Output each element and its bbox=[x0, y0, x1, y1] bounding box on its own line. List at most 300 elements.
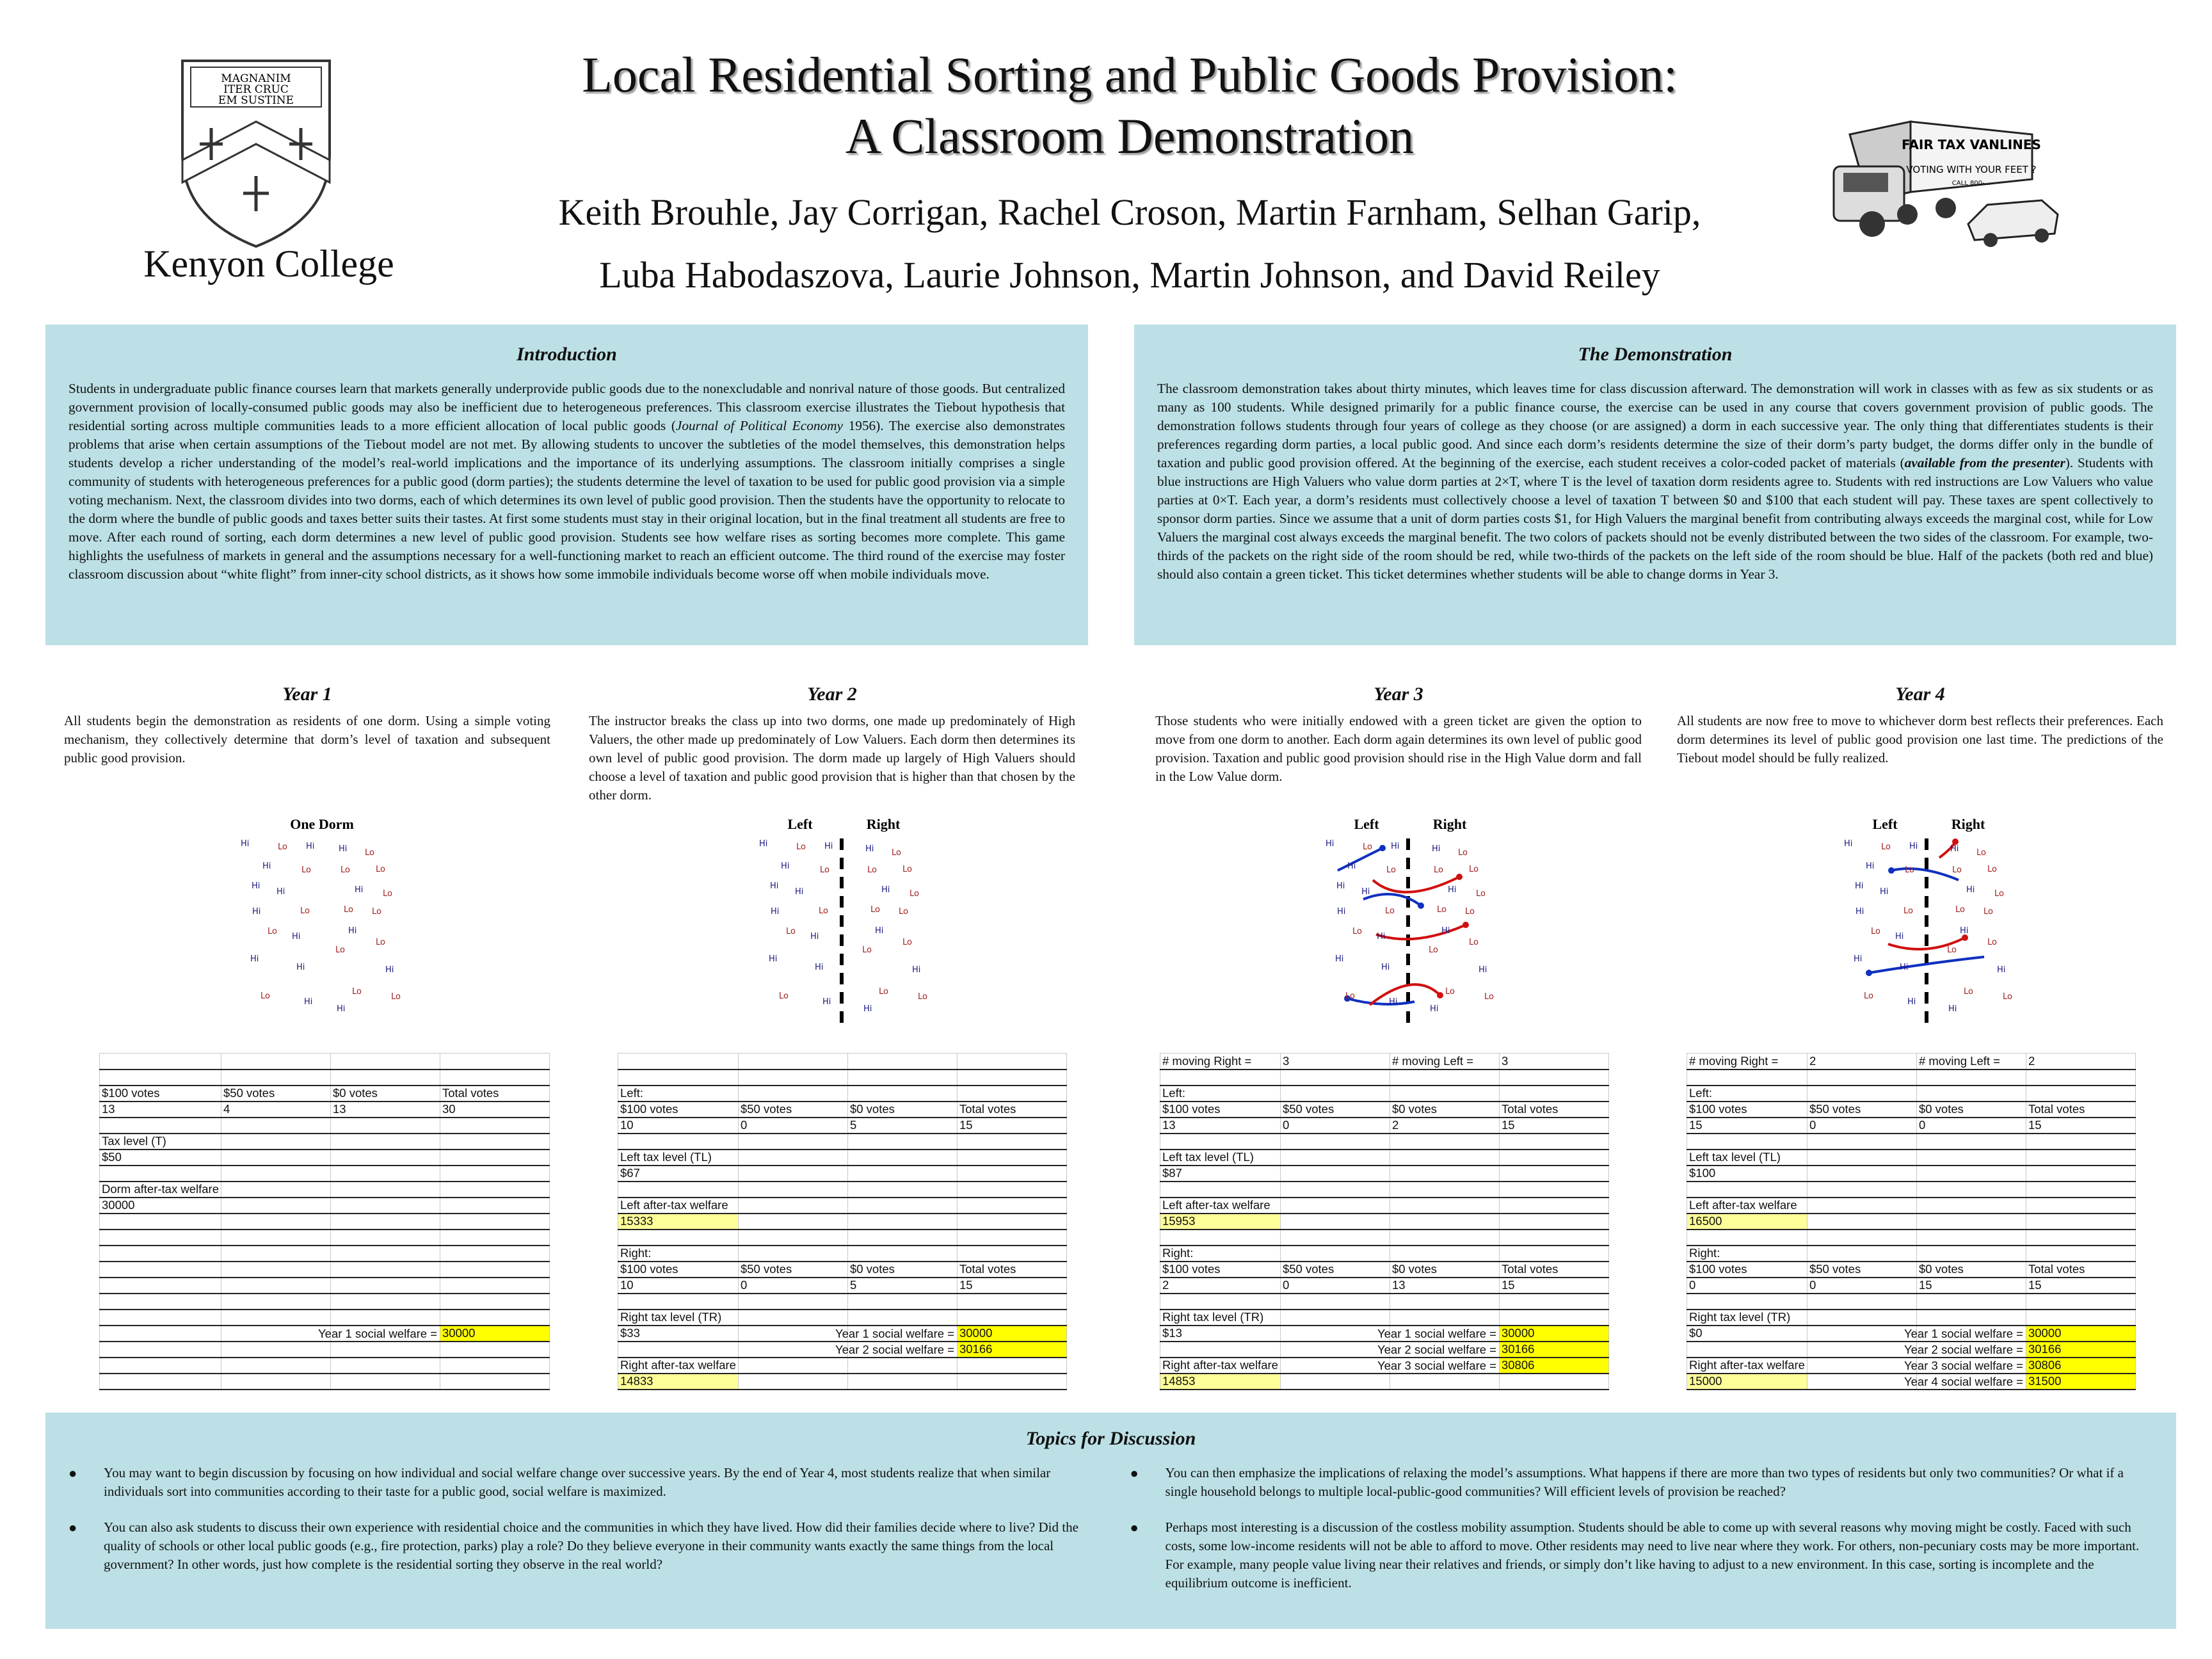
table-row bbox=[1160, 1358, 1609, 1374]
high-valuer-student: Hi bbox=[1844, 839, 1853, 849]
table-cell bbox=[1160, 1086, 1281, 1102]
left-dorm-label: Left bbox=[787, 816, 813, 832]
table-cell bbox=[847, 1278, 957, 1294]
table-row bbox=[1687, 1246, 2136, 1262]
table-cell bbox=[1916, 1262, 2026, 1278]
table-cell bbox=[1390, 1070, 1499, 1086]
table-cell bbox=[1390, 1086, 1499, 1102]
cell-value: $50 votes bbox=[1282, 1262, 1334, 1276]
table-cell bbox=[100, 1214, 221, 1230]
discussion-right-column bbox=[1130, 1464, 2154, 1610]
table-cell bbox=[847, 1166, 957, 1182]
high-valuer-student: Hi bbox=[1855, 881, 1864, 891]
table-cell bbox=[957, 1102, 1066, 1118]
table-row bbox=[1160, 1070, 1609, 1086]
table-cell bbox=[1916, 1198, 2026, 1214]
cell-value: 15953 bbox=[1162, 1214, 1196, 1228]
discussion-panel bbox=[45, 1413, 2176, 1629]
table-cell bbox=[221, 1262, 331, 1278]
high-valuer-student: Hi bbox=[1389, 997, 1398, 1007]
table-cell bbox=[2026, 1262, 2135, 1278]
cell-value: $33 bbox=[620, 1326, 640, 1340]
table-cell bbox=[1390, 1054, 1499, 1070]
cell-value: 13 bbox=[1162, 1118, 1176, 1132]
table-cell bbox=[2026, 1294, 2135, 1310]
table-cell bbox=[1499, 1214, 1608, 1230]
cell-value: Right after-tax welfare bbox=[620, 1358, 736, 1372]
cell-value: $0 votes bbox=[849, 1102, 895, 1116]
social-welfare-label: Year 1 social welfare = bbox=[1904, 1326, 2023, 1340]
table-cell bbox=[847, 1262, 957, 1278]
high-valuer-student: Hi bbox=[1866, 862, 1875, 871]
table-cell bbox=[847, 1086, 957, 1102]
discussion-bullet bbox=[68, 1518, 1092, 1574]
year-heading: Year 1 bbox=[282, 684, 332, 705]
table-row bbox=[618, 1230, 1067, 1246]
table-cell bbox=[318, 1326, 440, 1342]
social-welfare-label: Year 2 social welfare = bbox=[835, 1342, 954, 1356]
table-cell bbox=[1499, 1310, 1608, 1326]
table-cell bbox=[221, 1118, 331, 1134]
table-cell bbox=[1160, 1102, 1281, 1118]
table-cell bbox=[1499, 1246, 1608, 1262]
table-cell bbox=[2026, 1118, 2135, 1134]
table-row bbox=[618, 1134, 1067, 1150]
low-valuer-student: Lo bbox=[2003, 992, 2012, 1002]
table-row bbox=[1687, 1198, 2136, 1214]
table-row bbox=[1160, 1054, 1609, 1070]
table-cell bbox=[2026, 1198, 2135, 1214]
table-cell bbox=[1499, 1054, 1608, 1070]
table-cell bbox=[1390, 1246, 1499, 1262]
move-left-arrow bbox=[1347, 998, 1415, 1004]
high-valuer-student: Hi bbox=[795, 887, 804, 897]
cell-value: 15333 bbox=[620, 1214, 653, 1228]
table-cell bbox=[1687, 1310, 1807, 1326]
year-description: All students begin the demonstration as residents of one dorm. Using a simple voting mechanism, they collectively determine that dorm’s level of taxation and subsequent public good provision. bbox=[64, 713, 550, 765]
table-row bbox=[100, 1150, 550, 1166]
social-welfare-label: Year 4 social welfare = bbox=[1904, 1374, 2023, 1388]
introduction-panel bbox=[45, 325, 1088, 645]
table-cell bbox=[1377, 1358, 1499, 1374]
low-valuer-student: Lo bbox=[1345, 991, 1355, 1001]
low-valuer-student: Lo bbox=[1434, 865, 1443, 875]
cell-value: 0 bbox=[1282, 1118, 1290, 1132]
cell-value: 5 bbox=[849, 1278, 857, 1292]
high-valuer-student: Hi bbox=[759, 839, 768, 849]
high-valuer-student: Hi bbox=[252, 881, 260, 891]
low-valuer-student: Lo bbox=[372, 907, 381, 917]
high-valuer-student: Hi bbox=[865, 844, 874, 854]
cell-value: Total votes bbox=[2028, 1262, 2085, 1276]
table-cell bbox=[1807, 1134, 1916, 1150]
table-cell bbox=[1916, 1182, 2026, 1198]
table-cell bbox=[1390, 1198, 1499, 1214]
table-cell bbox=[847, 1310, 957, 1326]
cell-value: $100 votes bbox=[620, 1262, 678, 1276]
table-cell bbox=[1687, 1166, 1807, 1182]
table-row bbox=[100, 1294, 550, 1310]
low-valuer-student: Lo bbox=[892, 848, 901, 858]
cell-value: 30000 bbox=[2028, 1326, 2062, 1340]
table-row bbox=[1687, 1278, 2136, 1294]
table-cell bbox=[738, 1054, 847, 1070]
table-cell bbox=[738, 1086, 847, 1102]
table-cell bbox=[221, 1374, 331, 1390]
demo-emphasis: available from the presenter bbox=[1904, 455, 2065, 470]
table-cell bbox=[1160, 1294, 1281, 1310]
low-valuer-student: Lo bbox=[335, 945, 345, 955]
table-cell bbox=[847, 1134, 957, 1150]
table-cell bbox=[2026, 1310, 2135, 1326]
year-heading: Year 3 bbox=[1374, 684, 1423, 705]
demonstration-text bbox=[1157, 380, 2153, 584]
table-row bbox=[618, 1150, 1067, 1166]
move-right-arrow bbox=[1373, 877, 1459, 892]
low-valuer-student: Lo bbox=[1363, 842, 1372, 852]
table-cell bbox=[738, 1246, 847, 1262]
diagram-title: One Dorm bbox=[290, 816, 354, 832]
journal-name: Journal of Political Economy bbox=[675, 418, 844, 433]
cell-value: 30000 bbox=[959, 1326, 993, 1340]
table-row bbox=[1160, 1374, 1609, 1390]
year-4-dorm-diagram bbox=[1831, 810, 2035, 1030]
low-valuer-student: Lo bbox=[1469, 865, 1479, 874]
year-3-spreadsheet bbox=[1160, 1053, 1609, 1390]
table-cell bbox=[1280, 1358, 1390, 1374]
table-cell bbox=[1807, 1246, 1916, 1262]
cell-value: 30000 bbox=[102, 1198, 135, 1212]
table-cell bbox=[100, 1134, 221, 1150]
table-cell bbox=[1160, 1150, 1281, 1166]
cell-value: Left: bbox=[1689, 1086, 1712, 1100]
table-cell bbox=[100, 1262, 221, 1278]
cell-value: # moving Left = bbox=[1391, 1054, 1473, 1068]
low-valuer-student: Lo bbox=[1994, 889, 2004, 899]
social-welfare-label: Year 3 social welfare = bbox=[1377, 1358, 1496, 1372]
cell-value: $0 votes bbox=[333, 1086, 378, 1100]
table-cell bbox=[1499, 1070, 1608, 1086]
year-1-spreadsheet bbox=[99, 1053, 550, 1390]
table-row bbox=[100, 1262, 550, 1278]
cell-value: 15 bbox=[1689, 1118, 1703, 1132]
arrowhead-icon bbox=[1379, 845, 1386, 851]
table-cell bbox=[2026, 1166, 2135, 1182]
cell-value: 15000 bbox=[1689, 1374, 1722, 1388]
high-valuer-student: Hi bbox=[1441, 926, 1450, 936]
cell-value: Tax level (T) bbox=[102, 1134, 166, 1148]
table-cell bbox=[440, 1246, 550, 1262]
high-valuer-student: Hi bbox=[1948, 1004, 1957, 1014]
demo-text-part: The classroom demonstration takes about thirty minutes, which leaves time for class discussion afterward. The demonstration will work in classes with as few as six students or as many as 100 students. While designed primarily for a public finance course, the exercise can be used in any course that covers government provision of public goods. The demonstration follows students through four years of college as they choose (or are assigned) a dorm in each successive year. The only thing that differentiates students is their preferences regarding dorm parties, a local public good. And since each dorm’s residents determine the size of their dorm’s party budget, the dorms differ only in the bundle of taxation and public good provision offered. At the beginning of the exercise, each student receives a color-coded packet of materials ( bbox=[1157, 381, 2153, 470]
high-valuer-student: Hi bbox=[1880, 887, 1889, 897]
table-cell bbox=[2026, 1214, 2135, 1230]
high-valuer-student: Hi bbox=[241, 839, 250, 849]
table-row bbox=[100, 1166, 550, 1182]
table-cell bbox=[738, 1166, 847, 1182]
high-valuer-student: Hi bbox=[306, 842, 315, 851]
table-cell bbox=[440, 1102, 550, 1118]
cell-value: Total votes bbox=[1501, 1102, 1559, 1116]
table-cell bbox=[847, 1150, 957, 1166]
table-cell bbox=[1160, 1342, 1281, 1358]
bullet-icon: ● bbox=[68, 1519, 77, 1535]
high-valuer-student: Hi bbox=[355, 885, 364, 895]
table-cell bbox=[1390, 1166, 1499, 1182]
table-cell bbox=[957, 1134, 1066, 1150]
table-cell bbox=[331, 1198, 440, 1214]
low-valuer-student: Lo bbox=[820, 865, 830, 875]
cell-value: $100 votes bbox=[1689, 1102, 1747, 1116]
low-valuer-student: Lo bbox=[365, 848, 374, 858]
low-valuer-student: Lo bbox=[899, 907, 908, 917]
cell-value: $13 bbox=[1162, 1326, 1182, 1340]
table-cell bbox=[100, 1166, 221, 1182]
table-cell bbox=[100, 1246, 221, 1262]
table-cell bbox=[2026, 1342, 2135, 1358]
table-row bbox=[1160, 1326, 1609, 1342]
low-valuer-student: Lo bbox=[1976, 848, 1986, 858]
table-row bbox=[100, 1102, 550, 1118]
cell-value: 30166 bbox=[1501, 1342, 1535, 1356]
table-row bbox=[100, 1246, 550, 1262]
low-valuer-student: Lo bbox=[376, 865, 385, 874]
cell-value: 15 bbox=[2028, 1118, 2042, 1132]
cell-value: Right tax level (TR) bbox=[1689, 1310, 1791, 1324]
intro-text-part: 1956). The exercise also demonstrates problems that arise when certain assumptions of the Tiebout model are not met. By allowing students to uncover the subtleties of the model themselves, this demonstration helps students develop a richer understanding of the model’s real-world implications and the importance of its underlying assumptions. The classroom initially comprises a single community of students with heterogeneous preferences for a public good (dorm parties); the students determine the level of taxation to be used for public good provision via a simple voting mechanism. Next, the classroom divides into two dorms, each of which determines its own level of public good provision. Then the students have the opportunity to relocate to the dorm where the bundle of public goods and taxes better suits their tastes. At first some students must stay in their original location, but in the final treatment all students are free to move. After each round of sorting, each dorm determines a new level of public good provision. Students see how welfare rises as sorting becomes more complete. This game highlights the usefulness of markets in general and the assumptions necessary for a well-functioning market to reach an efficient outcome. The third round of the exercise may foster classroom discussion about “white flight” from inner-city school districts, as it shows how some immobile individuals become worse off when mobile individuals move. bbox=[68, 418, 1065, 582]
high-valuer-student: Hi bbox=[875, 926, 884, 936]
arrowhead-icon bbox=[1418, 902, 1424, 909]
table-cell bbox=[1160, 1326, 1281, 1342]
table-row bbox=[1160, 1102, 1609, 1118]
high-valuer-student: Hi bbox=[385, 965, 394, 975]
table-cell bbox=[738, 1150, 847, 1166]
table-row bbox=[100, 1230, 550, 1246]
table-row bbox=[618, 1214, 1067, 1230]
table-row bbox=[618, 1294, 1067, 1310]
cell-value: 30806 bbox=[1501, 1358, 1535, 1372]
table-cell bbox=[1916, 1214, 2026, 1230]
high-valuer-student: Hi bbox=[863, 1004, 872, 1014]
table-cell bbox=[331, 1374, 440, 1390]
right-dorm-label: Right bbox=[866, 816, 901, 832]
high-valuer-student: Hi bbox=[1900, 963, 1909, 972]
table-row bbox=[1687, 1134, 2136, 1150]
table-cell bbox=[1160, 1214, 1281, 1230]
table-row bbox=[100, 1374, 550, 1390]
kenyon-college-shield-logo bbox=[173, 58, 339, 250]
high-valuer-student: Hi bbox=[292, 932, 301, 942]
table-cell bbox=[1160, 1118, 1281, 1134]
table-cell bbox=[957, 1326, 1066, 1342]
table-row bbox=[618, 1070, 1067, 1086]
low-valuer-student: Lo bbox=[902, 938, 912, 947]
table-cell bbox=[1160, 1262, 1281, 1278]
high-valuer-student: Hi bbox=[250, 954, 259, 964]
table-cell bbox=[1499, 1326, 1608, 1342]
social-welfare-label: Year 1 social welfare = bbox=[1377, 1326, 1496, 1340]
table-cell bbox=[221, 1246, 331, 1262]
arrowhead-icon bbox=[1888, 867, 1895, 874]
table-cell bbox=[618, 1198, 739, 1214]
table-cell bbox=[738, 1214, 847, 1230]
table-cell bbox=[440, 1054, 550, 1070]
table-cell bbox=[957, 1310, 1066, 1326]
low-valuer-student: Lo bbox=[260, 991, 270, 1001]
table-cell bbox=[957, 1150, 1066, 1166]
table-cell bbox=[1687, 1230, 1807, 1246]
low-valuer-student: Lo bbox=[1469, 938, 1479, 947]
arrowhead-icon bbox=[1463, 922, 1469, 928]
table-cell bbox=[1916, 1086, 2026, 1102]
cell-value: 31500 bbox=[2028, 1374, 2062, 1388]
table-cell bbox=[440, 1198, 550, 1214]
table-cell bbox=[440, 1294, 550, 1310]
table-cell bbox=[221, 1230, 331, 1246]
cell-value: 16500 bbox=[1689, 1214, 1722, 1228]
cell-value: 15 bbox=[959, 1278, 973, 1292]
table-cell bbox=[957, 1182, 1066, 1198]
high-valuer-student: Hi bbox=[1950, 844, 1959, 854]
cell-value: $0 votes bbox=[1918, 1102, 1964, 1116]
table-cell bbox=[1280, 1070, 1390, 1086]
table-cell bbox=[1807, 1342, 1916, 1358]
table-cell bbox=[1160, 1198, 1281, 1214]
table-cell bbox=[100, 1358, 221, 1374]
table-cell bbox=[847, 1198, 957, 1214]
table-row bbox=[1160, 1134, 1609, 1150]
cell-value: 5 bbox=[849, 1118, 857, 1132]
table-row bbox=[618, 1374, 1067, 1390]
table-row bbox=[618, 1262, 1067, 1278]
table-cell bbox=[2026, 1374, 2135, 1390]
table-cell bbox=[1499, 1134, 1608, 1150]
table-cell bbox=[331, 1150, 440, 1166]
table-cell bbox=[1280, 1198, 1390, 1214]
high-valuer-student: Hi bbox=[815, 963, 824, 972]
cell-value: Right: bbox=[1162, 1246, 1194, 1260]
bullet-icon: ● bbox=[68, 1465, 77, 1481]
table-row bbox=[618, 1326, 1067, 1342]
table-row bbox=[618, 1358, 1067, 1374]
high-valuer-student: Hi bbox=[770, 881, 779, 891]
cell-value: $50 bbox=[102, 1150, 122, 1164]
table-cell bbox=[618, 1342, 739, 1358]
table-row bbox=[100, 1134, 550, 1150]
cell-value: 15 bbox=[1918, 1278, 1932, 1292]
table-row bbox=[618, 1118, 1067, 1134]
table-cell bbox=[221, 1102, 331, 1118]
table-cell bbox=[1916, 1118, 2026, 1134]
low-valuer-student: Lo bbox=[779, 991, 789, 1001]
svg-text:CALL 800-...: CALL 800-... bbox=[1952, 180, 1991, 187]
low-valuer-student: Lo bbox=[1987, 938, 1997, 947]
high-valuer-student: Hi bbox=[1347, 862, 1356, 871]
table-cell bbox=[957, 1278, 1066, 1294]
table-cell bbox=[1390, 1214, 1499, 1230]
low-valuer-student: Lo bbox=[879, 987, 888, 997]
table-cell bbox=[1499, 1230, 1608, 1246]
table-cell bbox=[1687, 1326, 1807, 1342]
low-valuer-student: Lo bbox=[796, 842, 806, 852]
table-cell bbox=[100, 1086, 221, 1102]
table-cell bbox=[957, 1230, 1066, 1246]
arrowhead-icon bbox=[1437, 992, 1443, 998]
high-valuer-student: Hi bbox=[769, 954, 778, 964]
demo-text-part: ). Students with blue instructions are High Valuers who value dorm parties at 2×T, where T is the level of taxation dorm residents agree to. Students with red instructions are Low Valuers who value parties at 0×T. Each year, a dorm’s residents must collectively choose a level of taxation T between $0 and $100 that each student will pay. These taxes are spent collectively to sponsor dorm parties. Since we assume that a unit of dorm parties costs $1, for High Valuers the marginal benefit from contributing always exceeds the marginal cost, while for Low Valuers the marginal cost always exceeds the marginal benefit. The two colors of packets should not be evenly distributed between the two sides of the classroom. For example, two-thirds of the packets on the right side of the room should be red, while two-thirds of the packets on the left side of the room should be blue. Half of the packets (both red and blue) should also contain a green ticket. This ticket determines whether students will be able to change dorms in Year 3. bbox=[1157, 455, 2153, 582]
table-cell bbox=[1280, 1214, 1390, 1230]
year-2-dorm-diagram bbox=[746, 810, 950, 1030]
low-valuer-student: Lo bbox=[1955, 905, 1965, 915]
table-cell bbox=[331, 1262, 440, 1278]
table-cell bbox=[331, 1246, 440, 1262]
table-cell bbox=[2026, 1278, 2135, 1294]
table-cell bbox=[957, 1214, 1066, 1230]
table-cell bbox=[1280, 1294, 1390, 1310]
year-description: All students are now free to move to whichever dorm best reflects their preferences. Each dorm determines its level of public good provision one last time. The predictions of the Tiebout model should be fully realized. bbox=[1677, 713, 2163, 765]
right-dorm-label: Right bbox=[1432, 816, 1467, 832]
table-cell bbox=[1916, 1278, 2026, 1294]
low-valuer-student: Lo bbox=[1465, 907, 1475, 917]
table-cell bbox=[1499, 1182, 1608, 1198]
table-row bbox=[1160, 1166, 1609, 1182]
table-cell bbox=[1499, 1294, 1608, 1310]
year-description: Those students who were initially endowed with a green ticket are given the option to move from one dorm to another. Each dorm again determines its own level of public good provision. Taxation and public good provision should rise in the High Value dorm and fall in the Low Value dorm. bbox=[1155, 713, 1642, 784]
high-valuer-student: Hi bbox=[1479, 965, 1487, 975]
table-row bbox=[1160, 1310, 1609, 1326]
high-valuer-student: Hi bbox=[1326, 839, 1334, 849]
table-cell bbox=[957, 1262, 1066, 1278]
table-cell bbox=[1499, 1278, 1608, 1294]
table-cell bbox=[440, 1070, 550, 1086]
high-valuer-student: Hi bbox=[1361, 887, 1370, 897]
demonstration-heading: The Demonstration bbox=[1578, 344, 1733, 365]
table-cell bbox=[738, 1230, 847, 1246]
table-cell bbox=[221, 1166, 331, 1182]
poster-subtitle: A Classroom Demonstration bbox=[845, 108, 1415, 164]
high-valuer-student: Hi bbox=[1997, 965, 2006, 975]
table-cell bbox=[618, 1278, 739, 1294]
table-cell bbox=[835, 1342, 957, 1358]
low-valuer-student: Lo bbox=[1871, 927, 1880, 936]
cell-value: Total votes bbox=[959, 1102, 1016, 1116]
table-cell bbox=[957, 1246, 1066, 1262]
table-cell bbox=[221, 1182, 331, 1198]
table-cell bbox=[1807, 1230, 1916, 1246]
cell-value: $100 votes bbox=[1162, 1102, 1221, 1116]
table-row bbox=[1160, 1182, 1609, 1198]
cell-value: Left tax level (TL) bbox=[620, 1150, 712, 1164]
cell-value: 2 bbox=[2028, 1054, 2035, 1068]
table-cell bbox=[100, 1070, 221, 1086]
table-cell bbox=[1160, 1230, 1281, 1246]
table-cell bbox=[618, 1086, 739, 1102]
high-valuer-student: Hi bbox=[1336, 881, 1345, 891]
table-row bbox=[1687, 1374, 2136, 1390]
table-cell bbox=[847, 1118, 957, 1134]
table-cell bbox=[738, 1070, 847, 1086]
table-cell bbox=[1687, 1214, 1807, 1230]
cell-value: Right: bbox=[1689, 1246, 1720, 1260]
low-valuer-student: Lo bbox=[391, 992, 401, 1002]
table-cell bbox=[1499, 1198, 1608, 1214]
low-valuer-student: Lo bbox=[1476, 889, 1486, 899]
table-cell bbox=[440, 1326, 550, 1342]
low-valuer-student: Lo bbox=[268, 927, 277, 936]
table-cell bbox=[440, 1374, 550, 1390]
high-valuer-student: Hi bbox=[1855, 907, 1864, 917]
low-valuer-student: Lo bbox=[1458, 848, 1468, 858]
